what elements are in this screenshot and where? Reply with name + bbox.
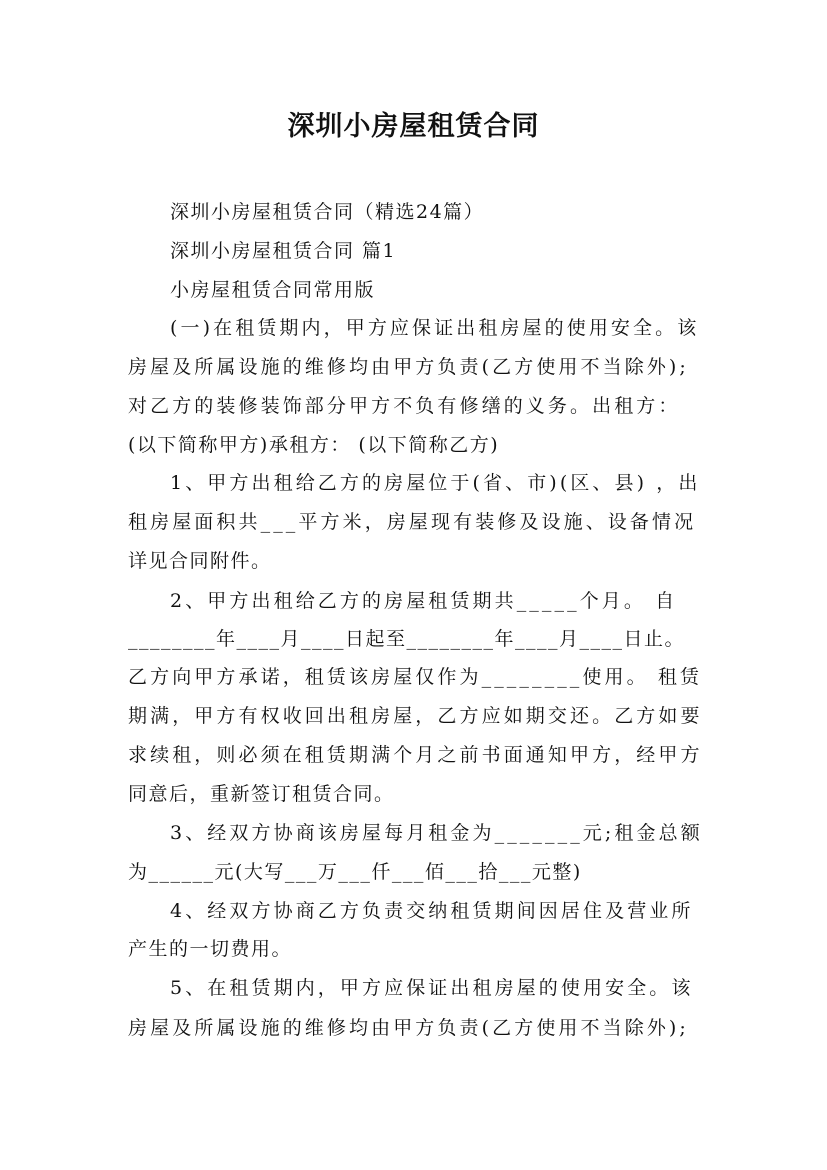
clause-5-line: 5、在租赁期内，甲方应保证出租房屋的使用安全。该 — [170, 977, 694, 999]
clause-3-line: 为______元(大写___万___仟___佰___拾___元整) — [128, 861, 582, 883]
subtitle-line: 深圳小房屋租赁合同（精选24篇） — [170, 201, 485, 223]
clause-4-line: 4、经双方协商乙方负责交纳租赁期间因居住及营业所 — [170, 900, 694, 922]
clause-2-line: 求续租，则必须在租赁期满个月之前书面通知甲方，经甲方 — [128, 744, 703, 766]
clause-2-line: 乙方向甲方承诺，租赁该房屋仅作为________使用。 租赁 — [128, 666, 703, 688]
paragraph-line: 房屋及所属设施的维修均由甲方负责(乙方使用不当除外); — [128, 356, 689, 378]
section-subheading: 小房屋租赁合同常用版 — [170, 279, 376, 301]
clause-2-line: 期满，甲方有权收回出租房屋，乙方应如期交还。乙方如要 — [128, 705, 703, 727]
clause-2-line: 同意后，重新签订租赁合同。 — [128, 783, 395, 805]
document-title: 深圳小房屋租赁合同 — [287, 111, 540, 142]
paragraph-line: (一)在租赁期内，甲方应保证出租房屋的使用安全。该 — [170, 317, 700, 339]
clause-1-line: 租房屋面积共___平方米，房屋现有装修及设施、设备情况 — [128, 511, 697, 533]
clause-4-line: 产生的一切费用。 — [128, 938, 293, 960]
clause-5-line: 房屋及所属设施的维修均由甲方负责(乙方使用不当除外); — [128, 1017, 689, 1039]
clause-1-line: 详见合同附件。 — [128, 550, 272, 572]
clause-2-line: 2、甲方出租给乙方的房屋租赁期共_____个月。 自 — [170, 590, 678, 612]
section-heading: 深圳小房屋租赁合同 篇1 — [170, 240, 397, 262]
clause-3-line: 3、经双方协商该房屋每月租金为_______元;租金总额 — [170, 822, 703, 844]
clause-2-line: ________年____月____日起至________年____月____日止。 — [128, 628, 686, 650]
paragraph-line: (以下简称甲方)承租方： (以下简称乙方) — [128, 434, 500, 456]
paragraph-line: 对乙方的装修装饰部分甲方不负有修缮的义务。出租方： — [128, 395, 681, 417]
clause-1-line: 1、甲方出租给乙方的房屋位于(省、市)(区、县) ，出 — [170, 472, 701, 494]
